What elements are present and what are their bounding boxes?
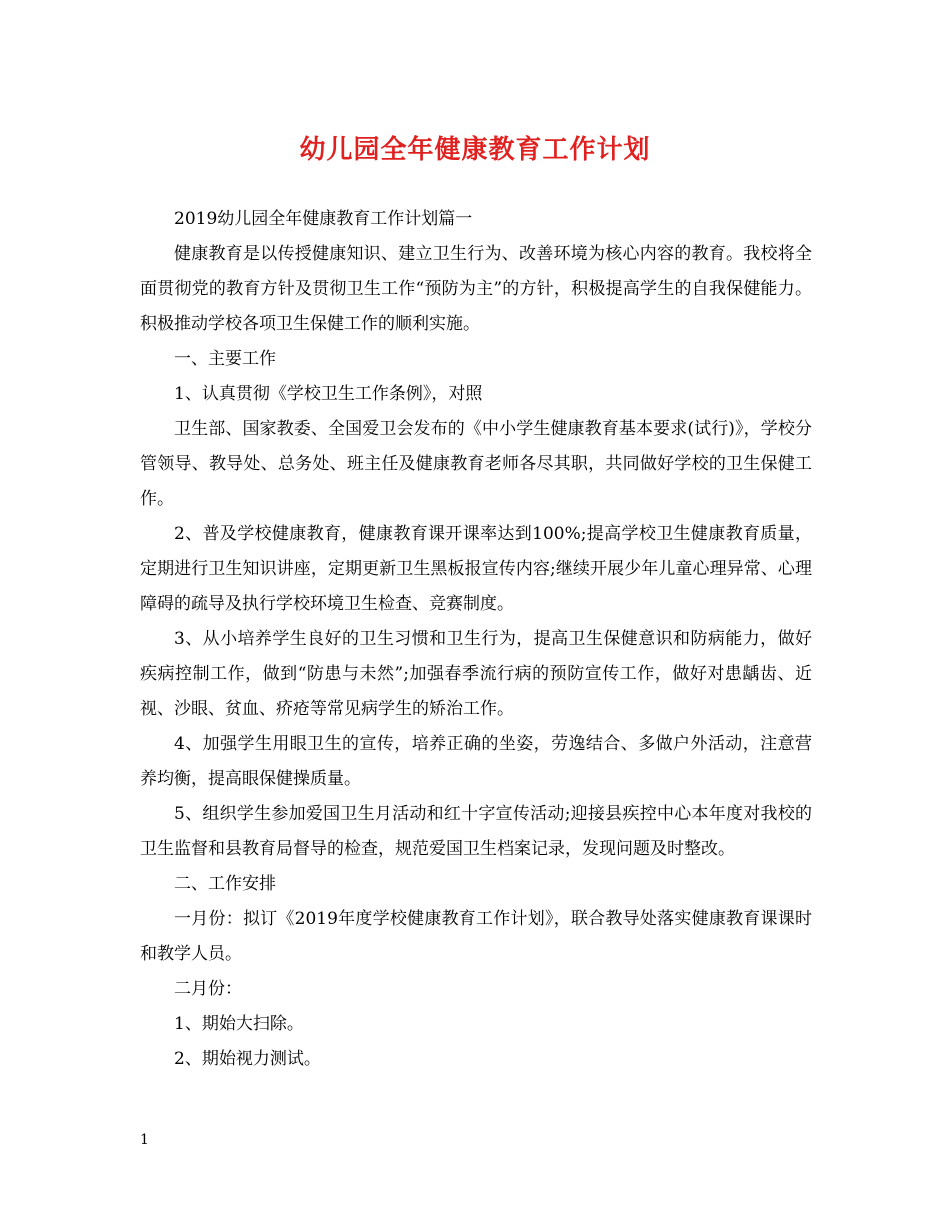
- paragraph-item-2: 2、普及学校健康教育，健康教育课开课率达到100%;提高学校卫生健康教育质量，定期进行卫生知识讲座，定期更新卫生黑板报宣传内容;继续开展少年儿童心理异常、心理障碍的疏导及执行学校环境卫生检查、竞赛制度。: [140, 524, 812, 614]
- paragraph-item-1-detail: 卫生部、国家教委、全国爱卫会发布的《中小学生健康教育基本要求(试行)》，学校分管领导、教导处、总务处、班主任及健康教育老师各尽其职，共同做好学校的卫生保健工作。: [140, 419, 812, 509]
- paragraph-february-item-2: 2、期始视力测试。: [174, 1049, 321, 1069]
- page-number: 1: [140, 1132, 149, 1148]
- document-title: 幼儿园全年健康教育工作计划: [299, 135, 651, 165]
- paragraph-january: 一月份：拟订《2019年度学校健康教育工作计划》，联合教导处落实健康教育课课时和教学人员。: [140, 909, 812, 964]
- paragraph-heading: 2019幼儿园全年健康教育工作计划篇一: [174, 209, 473, 229]
- paragraph-february-item-1: 1、期始大扫除。: [174, 1014, 304, 1034]
- paragraph-item-4: 4、加强学生用眼卫生的宣传，培养正确的坐姿，劳逸结合、多做户外活动，注意营养均衡，提高眼保健操质量。: [140, 734, 812, 789]
- paragraph-item-5: 5、组织学生参加爱国卫生月活动和红十字宣传活动;迎接县疾控中心本年度对我校的卫生监督和县教育局督导的检查，规范爱国卫生档案记录，发现问题及时整改。: [140, 804, 812, 859]
- paragraph-item-1: 1、认真贯彻《学校卫生工作条例》，对照: [174, 384, 483, 404]
- document-body: [140, 202, 812, 1077]
- paragraph-intro: 健康教育是以传授健康知识、建立卫生行为、改善环境为核心内容的教育。我校将全面贯彻党的教育方针及贯彻卫生工作“预防为主”的方针，积极提高学生的自我保健能力。积极推动学校各项卫生保健工作的顺利实施。: [140, 244, 812, 334]
- paragraph-item-3: 3、从小培养学生良好的卫生习惯和卫生行为，提高卫生保健意识和防病能力，做好疾病控制工作，做到“防患与未然”;加强春季流行病的预防宣传工作，做好对患龋齿、近视、沙眼、贫血、疥疮等常见病学生的矫治工作。: [140, 629, 812, 719]
- paragraph-february: 二月份：: [174, 979, 242, 999]
- section-heading-main-work: 一、主要工作: [174, 349, 276, 369]
- section-heading-schedule: 二、工作安排: [174, 874, 276, 894]
